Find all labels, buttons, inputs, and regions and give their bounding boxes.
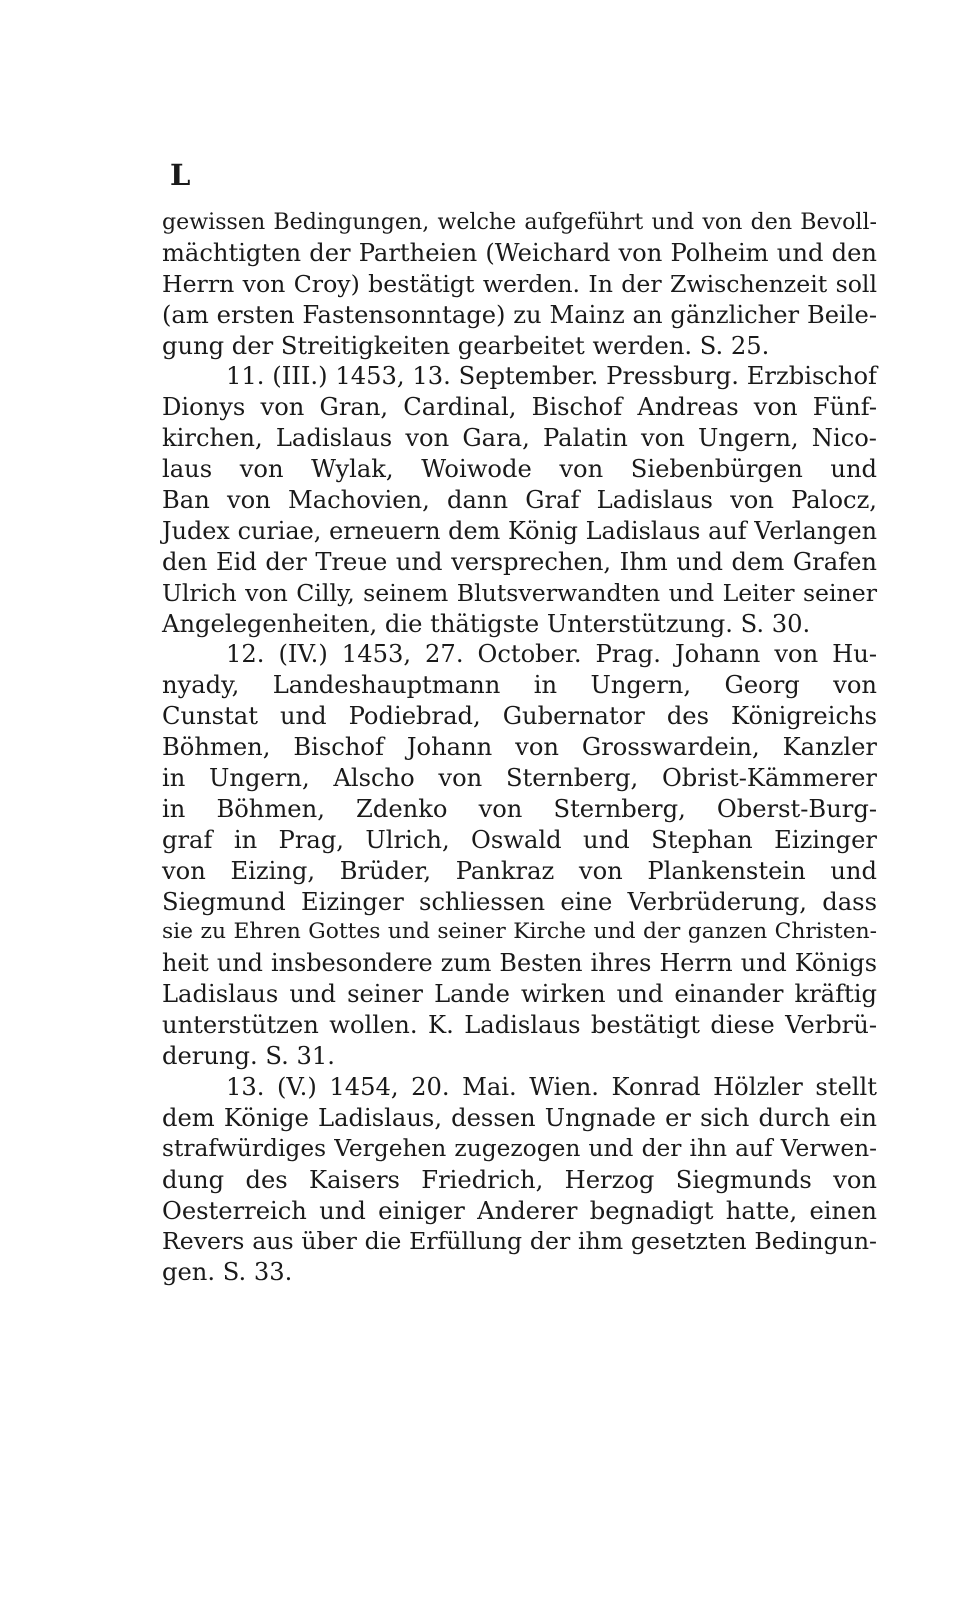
text-line: Ulrich von Cilly, seinem Blutsverwandten und Leiter seiner: [162, 578, 877, 607]
text-line: graf in Prag, Ulrich, Oswald und Stephan Eizinger: [162, 825, 877, 854]
text-line: 13. (V.) 1454, 20. Mai. Wien. Konrad Hölzler stellt: [226, 1072, 877, 1101]
text-line: Revers aus über die Erfüllung der ihm gesetzten Bedingun-: [162, 1227, 877, 1256]
text-line: Judex curiae, erneuern dem König Ladislaus auf Verlangen: [162, 516, 877, 545]
text-line: den Eid der Treue und versprechen, Ihm und dem Grafen: [162, 547, 877, 576]
text-line: Angelegenheiten, die thätigste Unterstützung. S. 30.: [162, 609, 811, 638]
text-line: Oesterreich und einiger Anderer begnadigt hatte, einen: [162, 1196, 877, 1225]
text-line: Dionys von Gran, Cardinal, Bischof Andreas von Fünf-: [162, 393, 877, 422]
text-line: gung der Streitigkeiten gearbeitet werden. S. 25.: [162, 331, 770, 360]
text-line: derung. S. 31.: [162, 1042, 335, 1071]
page-marker: L: [170, 158, 191, 192]
text-line: Böhmen, Bischof Johann von Grosswardein, Kanzler: [162, 733, 877, 762]
text-line: gewissen Bedingungen, welche aufgeführt und von den Bevoll-: [162, 209, 877, 235]
text-line: gen. S. 33.: [162, 1258, 293, 1287]
text-line: Herrn von Croy) bestätigt werden. In der Zwischenzeit soll: [162, 269, 877, 298]
text-line: Ladislaus und seiner Lande wirken und einander kräftig: [162, 980, 877, 1009]
text-line: Cunstat und Podiebrad, Gubernator des Königreichs: [162, 702, 877, 731]
text-line: sie zu Ehren Gottes und seiner Kirche und der ganzen Christen-: [162, 919, 877, 945]
text-line: von Eizing, Brüder, Pankraz von Plankenstein und: [162, 856, 877, 885]
text-line: heit und insbesondere zum Besten ihres Herrn und Königs: [162, 949, 877, 978]
text-line: unterstützen wollen. K. Ladislaus bestätigt diese Verbrü-: [162, 1011, 877, 1040]
text-line: (am ersten Fastensonntage) zu Mainz an gänzlicher Beile-: [162, 300, 877, 329]
text-line: Ban von Machovien, dann Graf Ladislaus von Palocz,: [162, 486, 877, 515]
body-text: [162, 207, 877, 1288]
text-line: nyady, Landeshauptmann in Ungern, Georg von: [162, 671, 877, 700]
text-line: mächtigten der Partheien (Weichard von Polheim und den: [162, 238, 877, 267]
text-line: dung des Kaisers Friedrich, Herzog Siegmunds von: [162, 1165, 877, 1194]
text-line: in Böhmen, Zdenko von Sternberg, Oberst-Burg-: [162, 794, 877, 823]
text-line: 12. (IV.) 1453, 27. October. Prag. Johann von Hu-: [226, 640, 877, 669]
text-line: strafwürdiges Vergehen zugezogen und der ihn auf Verwen-: [162, 1134, 877, 1162]
text-line: Siegmund Eizinger schliessen eine Verbrüderung, dass: [162, 887, 877, 916]
text-line: in Ungern, Alscho von Sternberg, Obrist-Kämmerer: [162, 764, 877, 793]
text-line: laus von Wylak, Woiwode von Siebenbürgen und: [162, 455, 877, 484]
text-line: 11. (III.) 1453, 13. September. Pressburg. Erzbischof: [226, 362, 877, 391]
text-line: dem Könige Ladislaus, dessen Ungnade er sich durch ein: [162, 1103, 877, 1132]
text-line: kirchen, Ladislaus von Gara, Palatin von Ungern, Nico-: [162, 424, 877, 453]
